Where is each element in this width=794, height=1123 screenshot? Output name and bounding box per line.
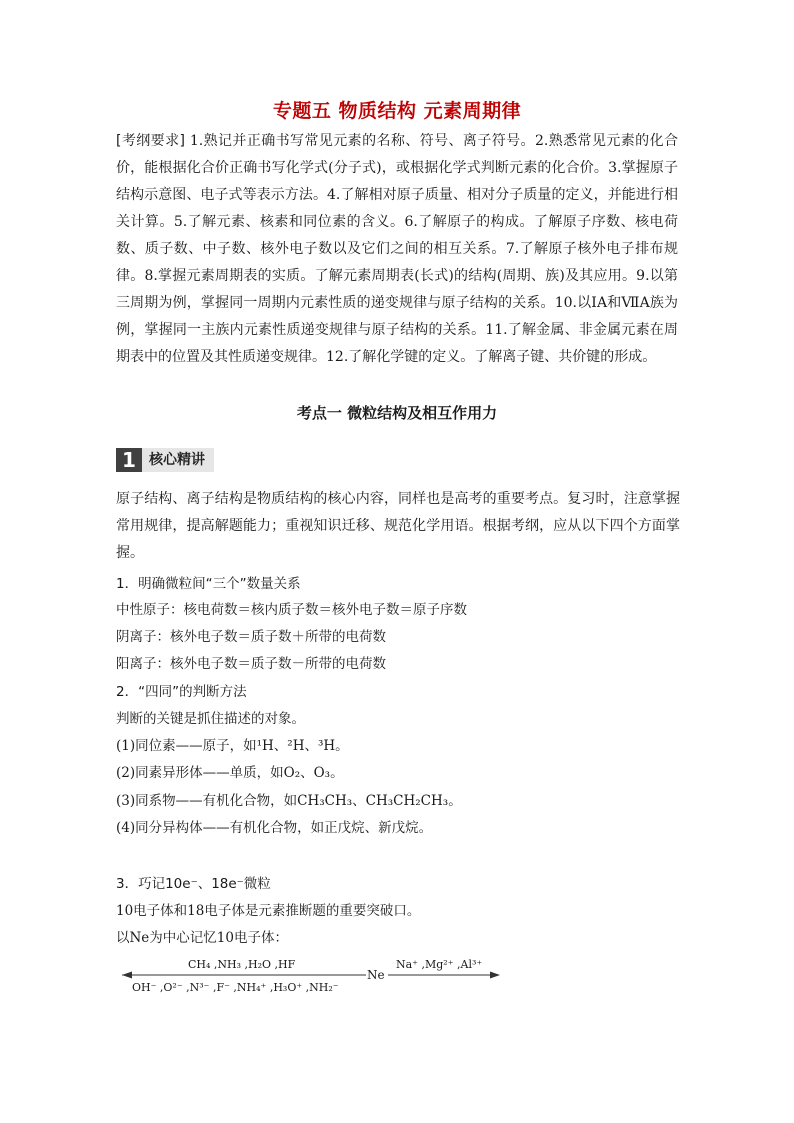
- cations-label: Na⁺ ,Mg²⁺ ,Al³⁺: [396, 958, 483, 971]
- exam-requirements: [116, 128, 678, 371]
- isotope-line: (1)同位素——原子，如¹H、²H、³H。: [116, 738, 349, 754]
- ten-electron-diagram: [116, 952, 516, 1002]
- core-badge-number: 1: [116, 448, 142, 472]
- anion-line: 阴离子：核外电子数＝质子数＋所带的电荷数: [116, 629, 386, 645]
- ne-center-line: 以Ne为中心记忆10电子体：: [116, 930, 288, 946]
- neutral-atom-line: 中性原子：核电荷数＝核内质子数＝核外电子数＝原子序数: [116, 602, 467, 618]
- ne-label: Ne: [367, 968, 385, 982]
- section-title: 考点一 微粒结构及相互作用力: [296, 404, 498, 422]
- intro-paragraph: 原子结构、离子结构是物质结构的核心内容，同样也是高考的重要考点。复习时，注意掌握常用规律，提高解题能力；重视知识迁移、规范化学用语。根据考纲，应从以下四个方面掌握。: [116, 491, 680, 561]
- isomer-line: (4)同分异构体——有机化合物，如正戊烷、新戊烷。: [116, 820, 433, 836]
- core-badge: [116, 448, 214, 472]
- key-line: 判断的关键是抓住描述的对象。: [116, 711, 305, 727]
- homolog-line: (3)同系物——有机化合物，如CH₃CH₃、CH₃CH₂CH₃。: [116, 793, 462, 809]
- heading-four-same: 2．“四同”的判断方法: [116, 684, 247, 700]
- left-arrow-head: [122, 972, 132, 979]
- allotrope-line: (2)同素异形体——单质，如O₂、O₃。: [116, 765, 344, 781]
- heading-electron-particles: 3．巧记10e⁻、18e⁻微粒: [116, 876, 271, 892]
- page-title: 专题五 物质结构 元素周期律: [272, 100, 522, 122]
- cation-line: 阳离子：核外电子数＝质子数－所带的电荷数: [116, 656, 386, 672]
- exam-requirements-text: 1.熟记并正确书写常见元素的名称、符号、离子符号。2.熟悉常见元素的化合价，能根据化合价正确书写化学式(分子式)，或根据化学式判断元素的化合价。3.掌握原子结构示意图、电子式等表示方法。4.了解相对原子质量、相对分子质量的定义，并能进行相关计算。5.了解元素、核素和同位素的含义。6.了解原子的构成。了解原子序数、核电荷数、质子数、中子数、核外电子数以及它们之间的相互关系。7.了解原子核外电子排布规律。8.掌握元素周期表的实质。了解元素周期表(长式)的结构(周期、族)及其应用。9.以第三周期为例，掌握同一周期内元素性质的递变规律与原子结构的关系。10.以ⅠA和ⅦA族为例，掌握同一主族内元素性质递变规律与原子结构的关系。11.了解金属、非金属元素在周期表中的位置及其性质递变规律。12.了解化学键的定义。了解离子键、共价键的形成。: [116, 133, 678, 365]
- ions-label: OH⁻ ,O²⁻ ,N³⁻ ,F⁻ ,NH₄⁺ ,H₃O⁺ ,NH₂⁻: [132, 981, 339, 994]
- neutral-molecules-label: CH₄ ,NH₃ ,H₂O ,HF: [188, 958, 296, 971]
- electron-body-line: 10电子体和18电子体是元素推断题的重要突破口。: [116, 903, 421, 919]
- heading-three-relations: 1．明确微粒间“三个”数量关系: [116, 576, 301, 592]
- exam-requirements-label: [考纲要求]: [116, 133, 185, 149]
- right-arrow-head: [490, 972, 500, 979]
- core-badge-label: 核心精讲: [149, 452, 205, 468]
